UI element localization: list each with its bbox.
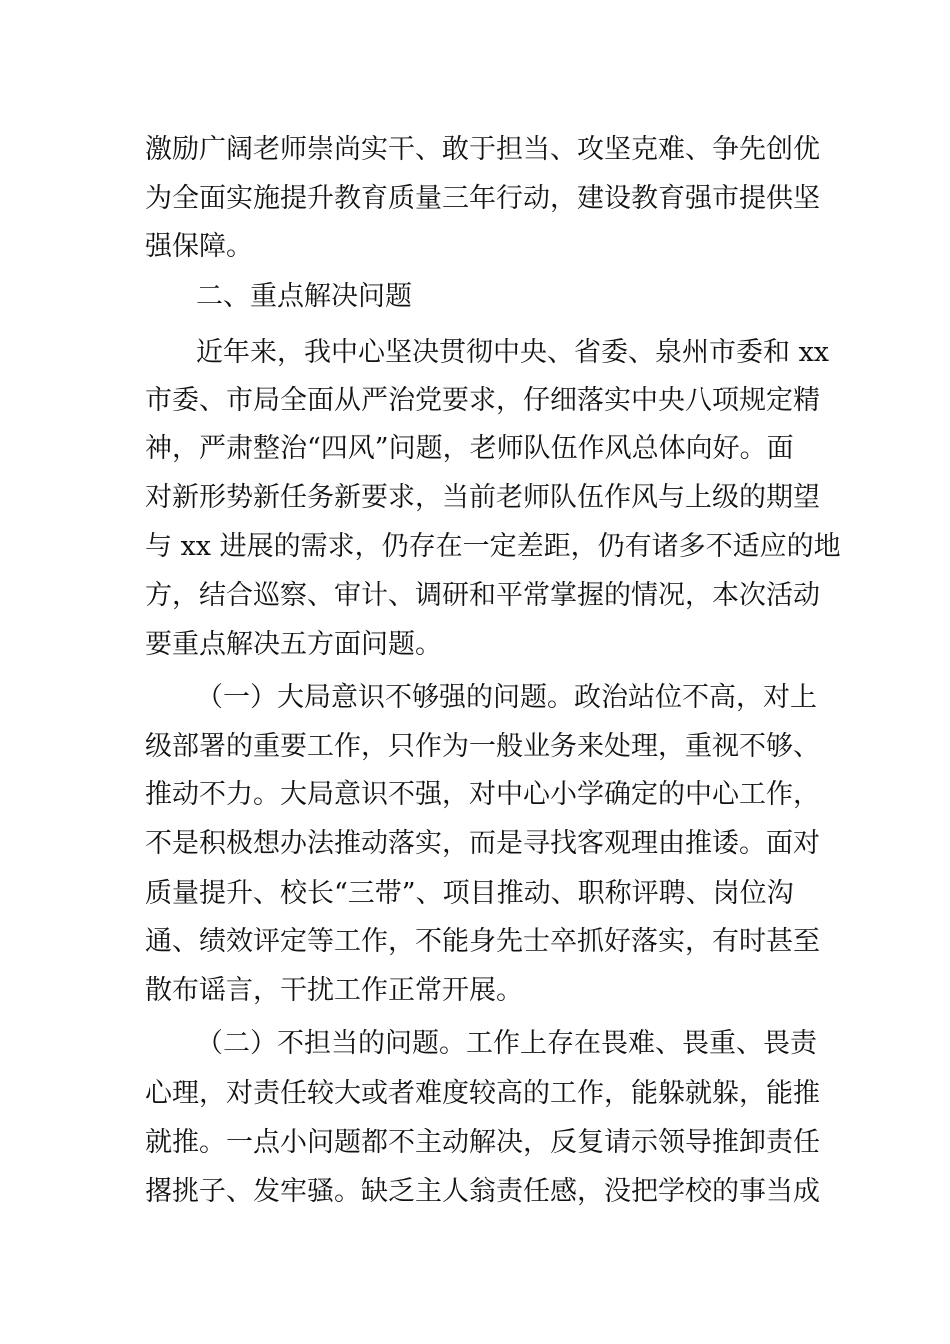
paragraph-line: 对新形势新任务新要求，当前老师队伍作风与上级的期望 xyxy=(145,482,820,513)
paragraph-line: 神，严肃整治“四风”问题，老师队伍作风总体向好。面 xyxy=(145,433,794,464)
paragraph-line: 为全面实施提升教育质量三年行动，建设教育强市提供坚 xyxy=(145,183,820,214)
paragraph-line: 强保障。 xyxy=(145,231,253,262)
paragraph-line: 心理，对责任较大或者难度较高的工作，能躲就躲，能推 xyxy=(145,1078,820,1109)
paragraph-line: （二）不担当的问题。工作上存在畏难、畏重、畏责 xyxy=(196,1028,817,1059)
paragraph-line: 就推。一点小问题都不主动解决，反复请示领导推卸责任 xyxy=(145,1127,820,1158)
paragraph-line: 要重点解决五方面问题。 xyxy=(145,629,442,660)
paragraph-line: 近年来，我中心坚决贯彻中央、省委、泉州市委和 xx xyxy=(196,337,830,368)
paragraph-line: 散布谣言，干扰工作正常开展。 xyxy=(145,975,523,1006)
paragraph-line: 市委、市局全面从严治党要求，仔细落实中央八项规定精 xyxy=(145,385,820,416)
paragraph-line: 通、绩效评定等工作，不能身先士卒抓好落实，有时甚至 xyxy=(145,926,820,957)
paragraph-line: 方，结合巡察、审计、调研和平常掌握的情况，本次活动 xyxy=(145,580,820,611)
paragraph-line: 质量提升、校长“三带”、项目推动、职称评聘、岗位沟 xyxy=(145,878,794,909)
paragraph-line: （一）大局意识不够强的问题。政治站位不高，对上 xyxy=(196,682,817,713)
paragraph-line: 不是积极想办法推动落实，而是寻找客观理由推诿。面对 xyxy=(145,828,820,859)
paragraph-line: 撂挑子、发牢骚。缺乏主人翁责任感，没把学校的事当成 xyxy=(145,1176,820,1207)
paragraph-line: 级部署的重要工作，只作为一般业务来处理，重视不够、 xyxy=(145,731,820,762)
paragraph-line: 与 xx 进展的需求，仍存在一定差距，仍有诸多不适应的地 xyxy=(145,531,841,562)
paragraph-line: 推动不力。大局意识不强，对中心小学确定的中心工作， xyxy=(145,779,820,810)
paragraph-line: 激励广阔老师崇尚实干、敢于担当、攻坚克难、争先创优 xyxy=(145,134,820,165)
section-heading: 二、重点解决问题 xyxy=(196,281,412,312)
